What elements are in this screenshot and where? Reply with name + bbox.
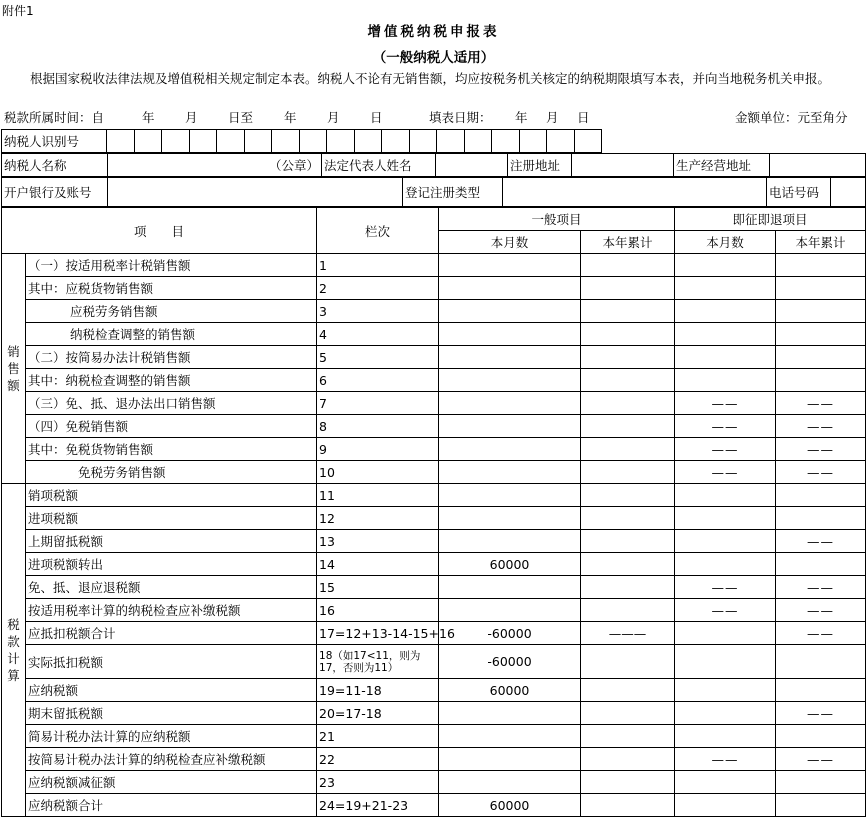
general-month-cell[interactable] — [439, 748, 581, 771]
row-column-no: 7 — [317, 392, 439, 415]
general-month-cell[interactable] — [439, 438, 581, 461]
row-column-no: 23 — [317, 771, 439, 794]
immediate-year-cell: —— — [776, 599, 866, 622]
row-column-no: 2 — [317, 277, 439, 300]
immediate-year-cell: —— — [776, 530, 866, 553]
immediate-month-cell[interactable] — [675, 645, 776, 679]
general-year-cell[interactable] — [581, 679, 675, 702]
general-month-cell[interactable]: 60000 — [439, 679, 581, 702]
id-box[interactable] — [437, 130, 465, 153]
general-year-cell[interactable]: ——— — [581, 622, 675, 645]
immediate-year-cell[interactable] — [776, 369, 866, 392]
row-label: 进项税额 — [26, 507, 317, 530]
bank-table — [1, 177, 866, 207]
general-month-cell[interactable]: 60000 — [439, 794, 581, 817]
general-year-cell[interactable] — [581, 645, 675, 679]
table-row — [2, 599, 866, 622]
fill-date-month: 月 — [546, 110, 559, 125]
general-month-cell[interactable] — [439, 392, 581, 415]
table-row — [2, 645, 866, 679]
section-label: 税款计算 — [7, 617, 20, 683]
row-column-no: 4 — [317, 323, 439, 346]
table-row — [2, 576, 866, 599]
row-label: 纳税检查调整的销售额 — [26, 323, 317, 346]
reg-address-label: 注册地址 — [508, 154, 572, 177]
row-column-no: 19=11-18 — [317, 679, 439, 702]
id-box[interactable] — [217, 130, 245, 153]
period-year2: 年 — [284, 110, 297, 125]
general-month-cell[interactable] — [439, 277, 581, 300]
table-row — [2, 553, 866, 576]
table-body — [2, 254, 866, 817]
immediate-year-cell: —— — [776, 392, 866, 415]
general-month-cell[interactable] — [439, 530, 581, 553]
table-row — [2, 702, 866, 725]
phone-label: 电话号码 — [767, 178, 831, 207]
table-row — [2, 369, 866, 392]
table-row — [2, 323, 866, 346]
id-box[interactable] — [244, 130, 272, 153]
phone-field[interactable] — [831, 178, 866, 207]
immediate-year-cell[interactable] — [776, 484, 866, 507]
general-month-cell[interactable] — [439, 599, 581, 622]
immediate-year-cell: —— — [776, 622, 866, 645]
general-month-cell[interactable]: 60000 — [439, 553, 581, 576]
immediate-year-cell: —— — [776, 461, 866, 484]
immediate-month-cell[interactable] — [675, 300, 776, 323]
row-label: 应税劳务销售额 — [26, 300, 317, 323]
immediate-month-cell[interactable] — [675, 346, 776, 369]
immediate-month-cell: —— — [675, 748, 776, 771]
seal-label: （公章） — [108, 154, 322, 177]
row-label: （二）按简易办法计税销售额 — [26, 346, 317, 369]
immediate-year-cell[interactable] — [776, 346, 866, 369]
biz-address-field[interactable] — [770, 154, 866, 177]
reg-type-field[interactable] — [503, 178, 767, 207]
row-label: 应纳税额合计 — [26, 794, 317, 817]
fill-date-day: 日 — [577, 110, 590, 125]
immediate-month-cell: —— — [675, 438, 776, 461]
taxpayer-id-label: 纳税人识别号 — [2, 130, 107, 153]
taxpayer-name-table — [1, 153, 866, 177]
immediate-year-cell[interactable] — [776, 725, 866, 748]
immediate-month-cell[interactable] — [675, 277, 776, 300]
immediate-year-cell[interactable] — [776, 300, 866, 323]
general-year-cell[interactable] — [581, 277, 675, 300]
row-label: （四）免税销售额 — [26, 415, 317, 438]
general-month-cell[interactable]: -60000 — [439, 622, 581, 645]
id-box[interactable] — [189, 130, 217, 153]
immediate-month-cell: —— — [675, 461, 776, 484]
table-row — [2, 254, 866, 277]
row-column-no: 9 — [317, 438, 439, 461]
id-box[interactable] — [162, 130, 190, 153]
id-box[interactable] — [574, 130, 602, 153]
immediate-month-cell: —— — [675, 599, 776, 622]
general-year-cell[interactable] — [581, 702, 675, 725]
table-row — [2, 415, 866, 438]
row-label: 按适用税率计算的纳税检查应补缴税额 — [26, 599, 317, 622]
period-day2: 日 — [370, 110, 383, 125]
row-column-no: 17=12+13-14-15+16 — [317, 622, 439, 645]
table-row — [2, 346, 866, 369]
immediate-year-cell[interactable] — [776, 645, 866, 679]
general-year-cell[interactable] — [581, 553, 675, 576]
main-table — [1, 207, 866, 817]
row-label: 应纳税额 — [26, 679, 317, 702]
row-column-no: 14 — [317, 553, 439, 576]
table-row — [2, 748, 866, 771]
section-tax — [2, 484, 26, 817]
period-month1: 月 — [185, 110, 198, 125]
general-year-cell[interactable] — [581, 461, 675, 484]
immediate-month-cell[interactable] — [675, 679, 776, 702]
general-year-cell[interactable] — [581, 438, 675, 461]
general-month-cell[interactable] — [439, 300, 581, 323]
row-label: （三）免、抵、退办法出口销售额 — [26, 392, 317, 415]
row-label: 销项税额 — [26, 484, 317, 507]
period-year1: 年 — [142, 110, 155, 125]
row-column-no: 15 — [317, 576, 439, 599]
bank-account-field[interactable] — [108, 178, 403, 207]
row-column-no: 18（如17<11，则为17，否则为11） — [317, 645, 439, 679]
general-month-cell[interactable] — [439, 323, 581, 346]
row-label: 实际抵扣税额 — [26, 645, 317, 679]
immediate-year-cell[interactable] — [776, 254, 866, 277]
general-year-cell[interactable] — [581, 346, 675, 369]
general-year-cell[interactable] — [581, 323, 675, 346]
column-header: 栏次 — [317, 208, 439, 254]
row-column-no: 1 — [317, 254, 439, 277]
table-row — [2, 507, 866, 530]
general-year-cell[interactable] — [581, 599, 675, 622]
general-month-cell[interactable] — [439, 702, 581, 725]
table-row — [2, 277, 866, 300]
general-year-cell[interactable] — [581, 300, 675, 323]
immediate-year-cell: —— — [776, 702, 866, 725]
row-column-no: 6 — [317, 369, 439, 392]
row-label: 上期留抵税额 — [26, 530, 317, 553]
general-month-cell[interactable] — [439, 415, 581, 438]
general-month-cell[interactable] — [439, 725, 581, 748]
general-year-cell[interactable] — [581, 254, 675, 277]
general-year-cell[interactable] — [581, 576, 675, 599]
immediate-month-cell[interactable] — [675, 323, 776, 346]
immediate-year-cell[interactable] — [776, 553, 866, 576]
row-column-no: 13 — [317, 530, 439, 553]
general-year-cell[interactable] — [581, 507, 675, 530]
immediate-header: 即征即退项目 — [675, 208, 866, 231]
legal-rep-label: 法定代表人姓名 — [322, 154, 436, 177]
intro-text: 根据国家税收法律法规及增值税相关规定制定本表。纳税人不论有无销售额，均应按税务机关核定的纳税期限填写本表，并向当地税务机关申报。 — [30, 71, 831, 86]
general-header: 一般项目 — [439, 208, 675, 231]
immediate-month-cell[interactable] — [675, 553, 776, 576]
immediate-month-cell[interactable] — [675, 622, 776, 645]
table-row — [2, 484, 866, 507]
section-sales — [2, 254, 26, 484]
row-column-no: 12 — [317, 507, 439, 530]
table-row — [2, 438, 866, 461]
row-label: 其中：应税货物销售额 — [26, 277, 317, 300]
immediate-month-cell[interactable] — [675, 254, 776, 277]
immediate-month-cell[interactable] — [675, 369, 776, 392]
row-label: （一）按适用税率计税销售额 — [26, 254, 317, 277]
row-label: 进项税额转出 — [26, 553, 317, 576]
id-box[interactable] — [547, 130, 575, 153]
immediate-year-cell: —— — [776, 438, 866, 461]
row-column-no: 3 — [317, 300, 439, 323]
table-row — [2, 392, 866, 415]
table-row — [2, 679, 866, 702]
general-year-cell[interactable] — [581, 530, 675, 553]
reg-type-label: 登记注册类型 — [403, 178, 503, 207]
general-month-cell[interactable]: -60000 — [439, 645, 581, 679]
table-row — [2, 771, 866, 794]
general-year-cell[interactable] — [581, 748, 675, 771]
table-row — [2, 300, 866, 323]
table-row — [2, 622, 866, 645]
taxpayer-name-label: 纳税人名称 — [2, 154, 108, 177]
row-column-no: 21 — [317, 725, 439, 748]
row-column-no: 5 — [317, 346, 439, 369]
row-column-no: 8 — [317, 415, 439, 438]
immediate-year-cell: —— — [776, 576, 866, 599]
general-year-cell[interactable] — [581, 771, 675, 794]
reg-address-field[interactable] — [572, 154, 674, 177]
immediate-year-cell[interactable] — [776, 794, 866, 817]
row-column-no: 22 — [317, 748, 439, 771]
immediate-month-cell[interactable] — [675, 725, 776, 748]
immediate-month-cell[interactable] — [675, 702, 776, 725]
period-line — [4, 108, 862, 126]
annex-label: 附件1 — [2, 4, 34, 18]
row-label: 其中：纳税检查调整的销售额 — [26, 369, 317, 392]
immediate-year-cell[interactable] — [776, 507, 866, 530]
id-box[interactable] — [354, 130, 382, 153]
row-label: 免税劳务销售额 — [26, 461, 317, 484]
immediate-month-cell: —— — [675, 415, 776, 438]
row-label: 免、抵、退应退税额 — [26, 576, 317, 599]
period-day-to: 日至 — [228, 110, 254, 125]
row-label: 期末留抵税额 — [26, 702, 317, 725]
section-label: 销售额 — [7, 344, 20, 393]
immediate-month-cell[interactable] — [675, 484, 776, 507]
immediate-year-cell[interactable] — [776, 277, 866, 300]
form-subtitle: （一般纳税人适用） — [372, 50, 495, 66]
immediate-year-cell[interactable] — [776, 323, 866, 346]
general-year-cell[interactable] — [581, 484, 675, 507]
table-row — [2, 461, 866, 484]
row-label: 应纳税额减征额 — [26, 771, 317, 794]
general-year-cell[interactable] — [581, 725, 675, 748]
general-month-cell[interactable] — [439, 484, 581, 507]
id-box[interactable] — [107, 130, 135, 153]
period-label: 税款所属时间：自 — [4, 110, 105, 125]
row-column-no: 10 — [317, 461, 439, 484]
biz-address-label: 生产经营地址 — [674, 154, 770, 177]
id-box[interactable] — [134, 130, 162, 153]
general-month-cell[interactable] — [439, 369, 581, 392]
general-month-cell[interactable] — [439, 771, 581, 794]
immediate-month-cell[interactable] — [675, 530, 776, 553]
period-month2: 月 — [327, 110, 340, 125]
legal-rep-field[interactable] — [436, 154, 508, 177]
fill-date-year: 年 — [515, 110, 528, 125]
immediate-month-cell: —— — [675, 576, 776, 599]
general-year-cell[interactable] — [581, 369, 675, 392]
immediate-year-cell[interactable] — [776, 679, 866, 702]
amount-unit: 金额单位：元至角分 — [735, 110, 848, 125]
row-column-no: 11 — [317, 484, 439, 507]
taxpayer-id-table — [1, 129, 602, 153]
immediate-month-cell[interactable] — [675, 771, 776, 794]
id-box[interactable] — [492, 130, 520, 153]
table-row — [2, 794, 866, 817]
row-label: 按简易计税办法计算的纳税检查应补缴税额 — [26, 748, 317, 771]
general-year-cell[interactable] — [581, 415, 675, 438]
general-month-cell[interactable] — [439, 576, 581, 599]
immediate-year-header: 本年累计 — [776, 231, 866, 254]
bank-account-label: 开户银行及账号 — [2, 178, 108, 207]
row-column-no: 20=17-18 — [317, 702, 439, 725]
general-year-cell[interactable] — [581, 794, 675, 817]
id-box[interactable] — [272, 130, 300, 153]
general-year-cell[interactable] — [581, 392, 675, 415]
id-box[interactable] — [382, 130, 410, 153]
id-box[interactable] — [409, 130, 437, 153]
id-box[interactable] — [464, 130, 492, 153]
general-year-header: 本年累计 — [581, 231, 675, 254]
id-box[interactable] — [299, 130, 327, 153]
row-column-no: 24=19+21-23 — [317, 794, 439, 817]
row-label: 其中：免税货物销售额 — [26, 438, 317, 461]
immediate-month-cell[interactable] — [675, 794, 776, 817]
immediate-year-cell[interactable] — [776, 771, 866, 794]
fill-date-label: 填表日期： — [429, 110, 492, 125]
row-label: 简易计税办法计算的应纳税额 — [26, 725, 317, 748]
table-row — [2, 530, 866, 553]
general-month-cell[interactable] — [439, 461, 581, 484]
immediate-month-header: 本月数 — [675, 231, 776, 254]
general-month-header: 本月数 — [439, 231, 581, 254]
immediate-year-cell: —— — [776, 748, 866, 771]
general-month-cell[interactable] — [439, 346, 581, 369]
table-row — [2, 725, 866, 748]
item-header: 项 目 — [2, 208, 317, 254]
immediate-month-cell: —— — [675, 392, 776, 415]
general-month-cell[interactable] — [439, 254, 581, 277]
id-box[interactable] — [327, 130, 355, 153]
row-column-no: 16 — [317, 599, 439, 622]
general-month-cell[interactable] — [439, 507, 581, 530]
row-label: 应抵扣税额合计 — [26, 622, 317, 645]
immediate-year-cell: —— — [776, 415, 866, 438]
id-box[interactable] — [519, 130, 547, 153]
form-title: 增值税纳税申报表 — [367, 24, 500, 40]
immediate-month-cell[interactable] — [675, 507, 776, 530]
